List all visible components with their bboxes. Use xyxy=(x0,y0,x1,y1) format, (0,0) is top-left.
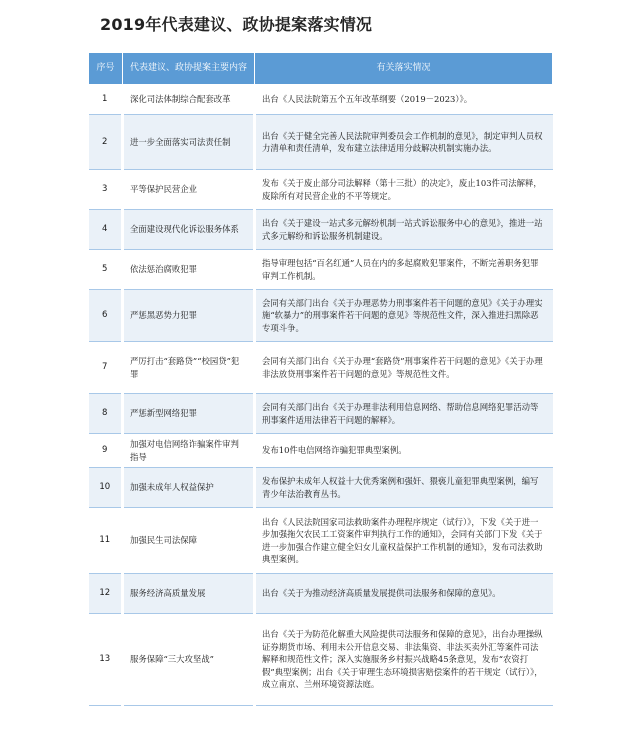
row-no: 2 xyxy=(89,115,123,170)
row-status: 发布保护未成年人权益十大优秀案例和强奸、猥亵儿童犯罪典型案例，编写青少年法治教育丛书。 xyxy=(255,468,553,508)
row-item: 加强对电信网络诈骗案件审判指导 xyxy=(123,434,255,468)
row-item: 服务经济高质量发展 xyxy=(123,574,255,614)
row-no: 5 xyxy=(89,250,123,290)
implementation-table xyxy=(88,52,553,706)
row-no: 4 xyxy=(89,210,123,250)
row-no: 6 xyxy=(89,290,123,342)
table-row xyxy=(89,85,553,115)
page-title: 2019年代表建议、政协提案落实情况 xyxy=(100,15,373,34)
row-no: 7 xyxy=(89,342,123,394)
row-item: 服务保障“三大攻坚战” xyxy=(123,614,255,706)
row-item: 加强民生司法保障 xyxy=(123,508,255,574)
table-row xyxy=(89,170,553,210)
header-item: 代表建议、政协提案主要内容 xyxy=(123,53,255,85)
row-no: 11 xyxy=(89,508,123,574)
header-status: 有关落实情况 xyxy=(255,53,553,85)
table-row xyxy=(89,468,553,508)
table-row xyxy=(89,290,553,342)
row-no: 10 xyxy=(89,468,123,508)
table-row xyxy=(89,508,553,574)
table-row xyxy=(89,250,553,290)
table-row xyxy=(89,434,553,468)
row-item: 依法惩治腐败犯罪 xyxy=(123,250,255,290)
row-status: 指导审理包括“百名红通”人员在内的多起腐败犯罪案件，不断完善职务犯罪审判工作机制。 xyxy=(255,250,553,290)
row-item: 严厉打击“套路贷”“校园贷”犯罪 xyxy=(123,342,255,394)
row-status: 发布《关于废止部分司法解释（第十三批）的决定》，废止103件司法解释，废除所有对民营企业的不平等规定。 xyxy=(255,170,553,210)
row-status: 出台《关于为防范化解重大风险提供司法服务和保障的意见》，出台办理操纵证券期货市场、利用未公开信息交易、非法集资、非法买卖外汇等案件司法解释和规范性文件；深入实施服务乡村振兴战略45条意见，发布“农资打假”典型案例；出台《关于审理生态环境损害赔偿案件的若干规定（试行）》，成立南京、兰州环境资源法庭。 xyxy=(255,614,553,706)
row-item: 严惩新型网络犯罪 xyxy=(123,394,255,434)
row-status: 发布10件电信网络诈骗犯罪典型案例。 xyxy=(255,434,553,468)
row-item: 平等保护民营企业 xyxy=(123,170,255,210)
table-row xyxy=(89,115,553,170)
row-item: 严惩黑恶势力犯罪 xyxy=(123,290,255,342)
table-row xyxy=(89,614,553,706)
row-item: 进一步全面落实司法责任制 xyxy=(123,115,255,170)
row-status: 出台《关于健全完善人民法院审判委员会工作机制的意见》，制定审判人员权力清单和责任清单，发布建立法律适用分歧解决机制实施办法。 xyxy=(255,115,553,170)
row-no: 3 xyxy=(89,170,123,210)
table-row xyxy=(89,342,553,394)
row-item: 全面建设现代化诉讼服务体系 xyxy=(123,210,255,250)
row-status: 出台《人民法院国家司法救助案件办理程序规定（试行）》，下发《关于进一步加强拖欠农民工工资案件审判执行工作的通知》，会同有关部门下发《关于进一步加强合作建立健全妇女儿童权益保护工作机制的通知》，发布司法救助典型案例。 xyxy=(255,508,553,574)
header-no: 序号 xyxy=(89,53,123,85)
row-status: 出台《关于建设一站式多元解纷机制一站式诉讼服务中心的意见》，推进一站式多元解纷和诉讼服务机制建设。 xyxy=(255,210,553,250)
row-status: 会同有关部门出台《关于办理非法利用信息网络、帮助信息网络犯罪活动等刑事案件适用法律若干问题的解释》。 xyxy=(255,394,553,434)
row-no: 13 xyxy=(89,614,123,706)
table-row xyxy=(89,210,553,250)
row-status: 会同有关部门出台《关于办理恶势力刑事案件若干问题的意见》《关于办理实施“软暴力”的刑事案件若干问题的意见》等规范性文件，深入推进扫黑除恶专项斗争。 xyxy=(255,290,553,342)
table-row xyxy=(89,574,553,614)
table-header-row xyxy=(89,53,553,85)
row-status: 会同有关部门出台《关于办理“套路贷”刑事案件若干问题的意见》《关于办理非法放贷刑事案件若干问题的意见》等规范性文件。 xyxy=(255,342,553,394)
row-status: 出台《关于为推动经济高质量发展提供司法服务和保障的意见》。 xyxy=(255,574,553,614)
row-no: 9 xyxy=(89,434,123,468)
row-status: 出台《人民法院第五个五年改革纲要（2019－2023）》。 xyxy=(255,85,553,115)
row-no: 12 xyxy=(89,574,123,614)
table-row xyxy=(89,394,553,434)
row-no: 8 xyxy=(89,394,123,434)
row-no: 1 xyxy=(89,85,123,115)
row-item: 加强未成年人权益保护 xyxy=(123,468,255,508)
row-item: 深化司法体制综合配套改革 xyxy=(123,85,255,115)
